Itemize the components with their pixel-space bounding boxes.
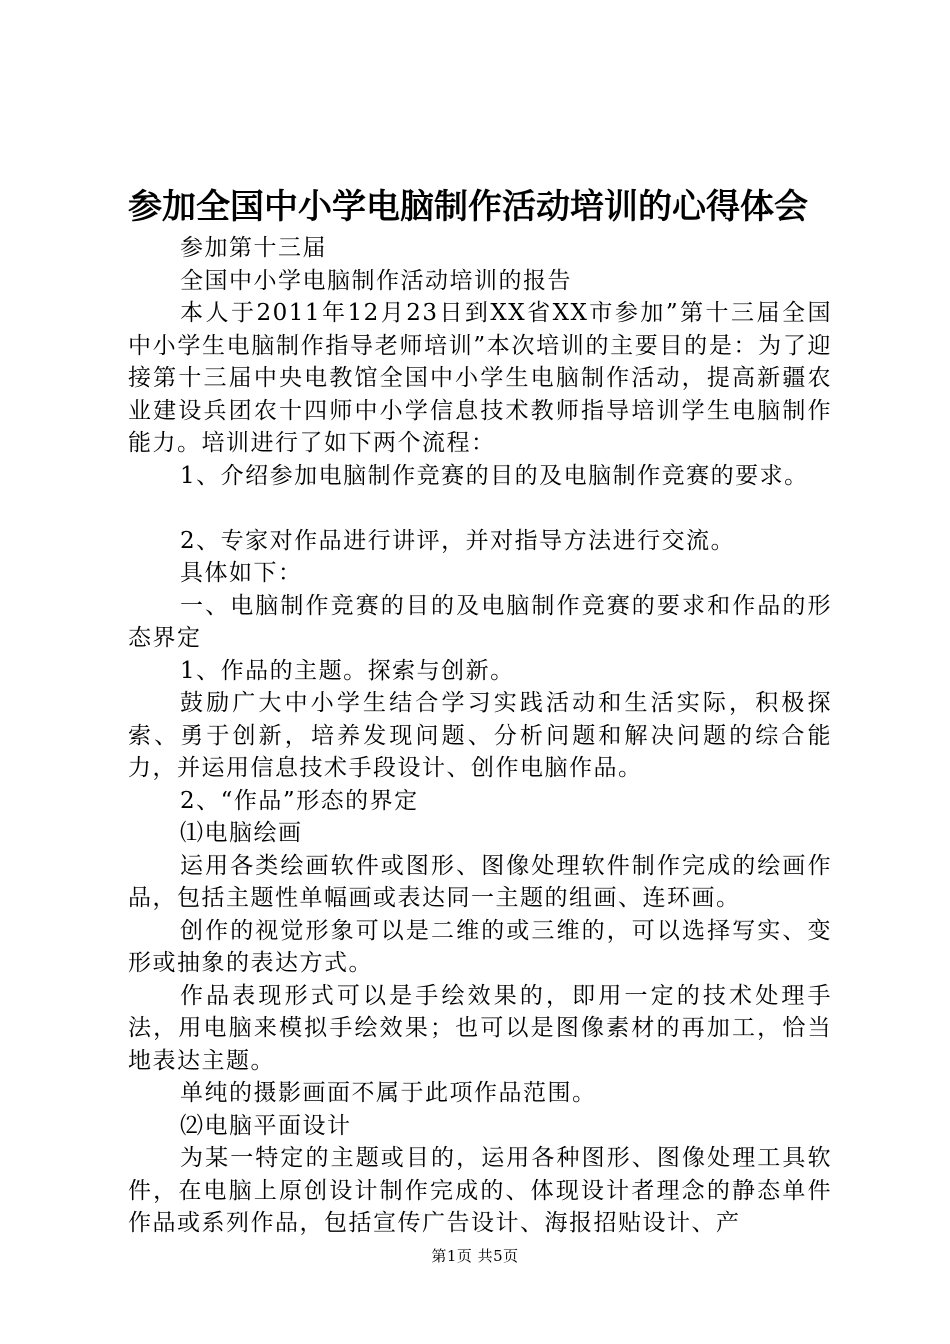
paragraph: 参加第十三届 (180, 235, 327, 261)
paragraph: 单纯的摄影画面不属于此项作品范围。 (180, 1080, 597, 1106)
paragraph: ⑵电脑平面设计 (180, 1112, 352, 1139)
blank-line (128, 492, 832, 525)
paragraph: 1、作品的主题。探索与创新。 (180, 657, 515, 684)
paragraph: 2、“作品”形态的界定 (180, 787, 419, 814)
document-body (128, 232, 832, 1240)
paragraph: ⑴电脑绘画 (180, 820, 303, 846)
paragraph: 本人于2011年12月23日到XX省XX市参加”第十三届全国中小学生电脑制作指导老师培训”本次培训的主要目的是：为了迎接第十三届中央电教馆全国中小学生电脑制作活动，提高新疆农业建设兵团农十四师中小学信息技术教师指导培训学生电脑制作能力。培训进行了如下两个流程： (128, 300, 832, 456)
page-footer: 第1页 共5页 (431, 1247, 519, 1265)
paragraph: 2、专家对作品进行讲评，并对指导方法进行交流。 (180, 527, 736, 554)
paragraph: 一、电脑制作竞赛的目的及电脑制作竞赛的要求和作品的形态界定 (128, 592, 832, 651)
paragraph: 具体如下： (180, 560, 303, 586)
paragraph: 1、介绍参加电脑制作竞赛的目的及电脑制作竞赛的要求。 (180, 462, 809, 489)
paragraph: 全国中小学电脑制作活动培训的报告 (180, 267, 572, 294)
paragraph: 鼓励广大中小学生结合学习实践活动和生活实际，积极探索、勇于创新，培养发现问题、分析问题和解决问题的综合能力，并运用信息技术手段设计、创作电脑作品。 (128, 690, 832, 781)
paragraph: 运用各类绘画软件或图形、图像处理软件制作完成的绘画作品，包括主题性单幅画或表达同一主题的组画、连环画。 (128, 852, 832, 911)
paragraph: 为某一特定的主题或目的，运用各种图形、图像处理工具软件，在电脑上原创设计制作完成的、体现设计者理念的静态单件作品或系列作品，包括宣传广告设计、海报招贴设计、产 (128, 1145, 832, 1236)
paragraph: 作品表现形式可以是手绘效果的，即用一定的技术处理手法，用电脑来模拟手绘效果；也可以是图像素材的再加工，恰当地表达主题。 (128, 982, 832, 1074)
paragraph: 创作的视觉形象可以是二维的或三维的，可以选择写实、变形或抽象的表达方式。 (128, 917, 832, 976)
document-title: 参加全国中小学电脑制作活动培训的心得体会 (128, 187, 808, 227)
